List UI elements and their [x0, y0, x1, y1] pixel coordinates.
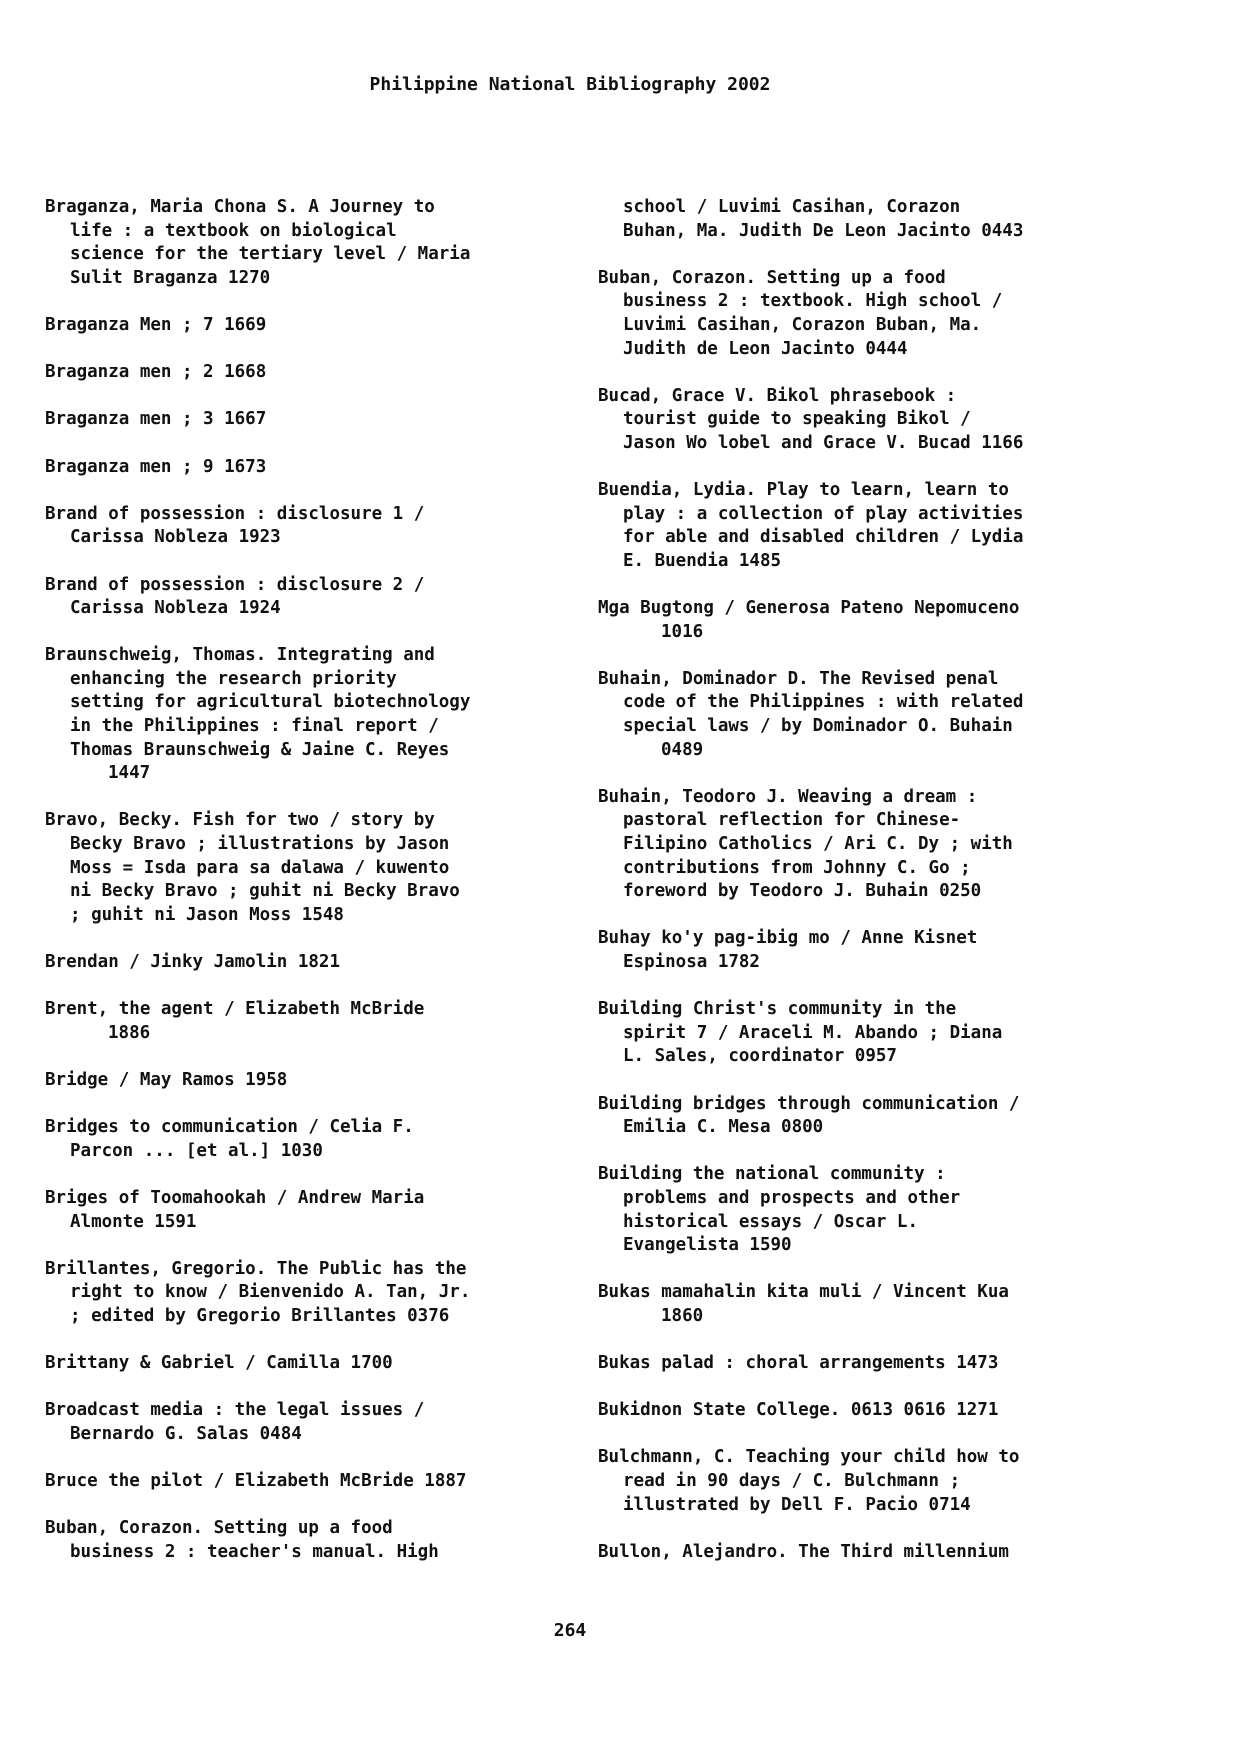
entry-line: 1860	[661, 1305, 704, 1326]
bibliography-entry	[598, 267, 1128, 361]
entry-line: Building Christ's community in the	[598, 999, 957, 1020]
entry-line: special laws / by Dominador O. Buhain	[623, 716, 1013, 737]
entry-line: tourist guide to speaking Bikol /	[623, 409, 971, 430]
bibliography-entry	[45, 314, 575, 338]
entry-line: play : a collection of play activities	[623, 503, 1024, 524]
entry-line: Moss = Isda para sa dalawa / kuwento	[70, 857, 450, 878]
bibliography-entry	[45, 574, 575, 621]
entry-line: Jason Wo lobel and Grace V. Bucad 1166	[623, 432, 1024, 453]
entry-line: 1886	[108, 1022, 151, 1043]
entry-line: Building the national community :	[598, 1164, 946, 1185]
entry-line: Braganza men ; 9 1673	[45, 456, 267, 477]
bibliography-entry	[598, 196, 1128, 243]
entry-line: Braganza, Maria Chona S. A Journey to	[45, 197, 435, 217]
entry-line: science for the tertiary level / Maria	[70, 244, 471, 265]
bibliography-entry	[45, 1187, 575, 1234]
bibliography-entry	[45, 998, 575, 1045]
entry-line: Brand of possession : disclosure 1 /	[45, 503, 425, 524]
entry-line: pastoral reflection for Chinese-	[623, 810, 961, 831]
entry-line: right to know / Bienvenido A. Tan, Jr.	[70, 1282, 471, 1303]
bibliography-entry	[45, 1399, 575, 1446]
bibliography-entry	[45, 809, 575, 927]
bibliography-entry	[598, 668, 1128, 762]
bibliography-entry	[598, 1541, 1128, 1565]
entry-line: ; guhit ni Jason Moss 1548	[70, 904, 344, 925]
entry-line: Bukas mamahalin kita muli / Vincent Kua	[598, 1282, 1009, 1303]
entry-line: Sulit Braganza 1270	[70, 267, 271, 288]
entry-line: ni Becky Bravo ; guhit ni Becky Bravo	[70, 881, 460, 902]
bibliography-entry	[598, 479, 1128, 573]
right-column	[598, 196, 1128, 1588]
entry-line: Espinosa 1782	[623, 952, 760, 972]
entry-line: Mga Bugtong / Generosa Pateno Nepomuceno	[598, 598, 1020, 619]
entry-line: Parcon ... [et al.] 1030	[70, 1140, 323, 1161]
bibliography-entry	[45, 1517, 575, 1564]
bibliography-entry	[45, 456, 575, 480]
entry-line: Brillantes, Gregorio. The Public has the	[45, 1258, 467, 1279]
entry-line: Almonte 1591	[70, 1211, 197, 1232]
entry-line: business 2 : teacher's manual. High	[70, 1541, 439, 1562]
entry-line: Buhain, Teodoro J. Weaving a dream :	[598, 786, 978, 807]
entry-line: problems and prospects and other	[623, 1187, 961, 1208]
entry-line: school / Luvimi Casihan, Corazon	[623, 197, 961, 217]
entry-line: Filipino Catholics / Ari C. Dy ; with	[623, 834, 1013, 855]
entry-line: Braganza Men ; 7 1669	[45, 314, 267, 335]
entry-line: Evangelista 1590	[623, 1235, 792, 1256]
entry-line: contributions from Johnny C. Go ;	[623, 857, 971, 878]
entry-line: Braganza men ; 3 1667	[45, 409, 267, 430]
entry-line: historical essays / Oscar L.	[623, 1211, 919, 1232]
bibliography-entry	[598, 1399, 1128, 1423]
left-column	[45, 196, 575, 1588]
entry-line: Braunschweig, Thomas. Integrating and	[45, 645, 435, 666]
bibliography-entry	[45, 1258, 575, 1329]
entry-line: Bravo, Becky. Fish for two / story by	[45, 810, 435, 831]
entry-line: Bernardo G. Salas 0484	[70, 1423, 302, 1444]
entry-line: Bullon, Alejandro. The Third millennium	[598, 1541, 1009, 1562]
entry-line: illustrated by Dell F. Pacio 0714	[623, 1494, 971, 1515]
entry-line: Buban, Corazon. Setting up a food	[45, 1518, 393, 1539]
entry-line: Thomas Braunschweig & Jaine C. Reyes	[70, 739, 450, 760]
entry-line: ; edited by Gregorio Brillantes 0376	[70, 1305, 450, 1326]
entry-line: Buendia, Lydia. Play to learn, learn to	[598, 480, 1009, 501]
entry-line: Braganza men ; 2 1668	[45, 362, 267, 383]
entry-line: 0489	[661, 739, 704, 760]
entry-line: 1016	[661, 621, 704, 642]
bibliography-entry	[598, 1352, 1128, 1376]
entry-line: Brand of possession : disclosure 2 /	[45, 574, 425, 595]
entry-line: Buhay ko'y pag-ibig mo / Anne Kisnet	[598, 928, 978, 949]
entry-line: Luvimi Casihan, Corazon Buban, Ma.	[623, 314, 982, 335]
entry-line: Judith de Leon Jacinto 0444	[623, 338, 908, 359]
entry-line: Bruce the pilot / Elizabeth McBride 1887	[45, 1471, 467, 1492]
entry-line: Bukidnon State College. 0613 0616 1271	[598, 1400, 999, 1421]
entry-line: Bucad, Grace V. Bikol phrasebook :	[598, 385, 957, 406]
page-header: Philippine National Bibliography 2002	[369, 74, 771, 95]
bibliography-entry	[598, 1093, 1128, 1140]
entry-line: spirit 7 / Araceli M. Abando ; Diana	[623, 1022, 1003, 1043]
bibliography-entry	[45, 408, 575, 432]
entry-line: business 2 : textbook. High school /	[623, 291, 1003, 312]
bibliography-entry	[598, 786, 1128, 904]
entry-line: Becky Bravo ; illustrations by Jason	[70, 834, 450, 855]
bibliography-entry	[45, 503, 575, 550]
entry-line: Brendan / Jinky Jamolin 1821	[45, 952, 341, 972]
bibliography-entry	[45, 196, 575, 290]
entry-line: Brittany & Gabriel / Camilla 1700	[45, 1353, 393, 1374]
entry-line: Building bridges through communication /	[598, 1093, 1020, 1114]
entry-line: foreword by Teodoro J. Buhain 0250	[623, 881, 982, 902]
entry-line: code of the Philippines : with related	[623, 692, 1024, 713]
entry-line: Bulchmann, C. Teaching your child how to	[598, 1447, 1020, 1468]
entry-line: life : a textbook on biological	[70, 220, 397, 241]
bibliography-entry	[598, 1281, 1128, 1328]
bibliography-entry	[598, 385, 1128, 456]
bibliography-entry	[45, 361, 575, 385]
entry-line: Buban, Corazon. Setting up a food	[598, 267, 946, 288]
entry-line: Bridge / May Ramos 1958	[45, 1069, 288, 1090]
bibliography-entry	[45, 1352, 575, 1376]
bibliography-entry	[598, 998, 1128, 1069]
entry-line: Broadcast media : the legal issues /	[45, 1400, 425, 1421]
bibliography-entry	[45, 1069, 575, 1093]
bibliography-entry	[45, 1116, 575, 1163]
bibliography-entry	[45, 951, 575, 975]
entry-line: in the Philippines : final report /	[70, 716, 439, 737]
entry-line: setting for agricultural biotechnology	[70, 692, 471, 713]
entry-line: Briges of Toomahookah / Andrew Maria	[45, 1187, 425, 1208]
entry-line: for able and disabled children / Lydia	[623, 527, 1024, 548]
bibliography-entry	[598, 927, 1128, 974]
entry-line: Emilia C. Mesa 0800	[623, 1117, 824, 1138]
entry-line: Carissa Nobleza 1923	[70, 527, 281, 548]
entry-line: L. Sales, coordinator 0957	[623, 1046, 897, 1067]
entry-line: Carissa Nobleza 1924	[70, 598, 281, 619]
entry-line: E. Buendia 1485	[623, 550, 782, 571]
bibliography-entry	[45, 644, 575, 786]
entry-line: 1447	[108, 763, 151, 784]
entry-line: enhancing the research priority	[70, 668, 397, 689]
entry-line: Buhain, Dominador D. The Revised penal	[598, 668, 999, 689]
bibliography-entry	[598, 1446, 1128, 1517]
entry-line: Brent, the agent / Elizabeth McBride	[45, 999, 425, 1020]
bibliography-entry	[598, 597, 1128, 644]
entry-line: read in 90 days / C. Bulchmann ;	[623, 1471, 961, 1492]
entry-line: Bukas palad : choral arrangements 1473	[598, 1353, 999, 1374]
bibliography-entry	[45, 1470, 575, 1494]
entry-line: Bridges to communication / Celia F.	[45, 1117, 414, 1138]
page-number: 264	[553, 1620, 587, 1641]
entry-line: Buhan, Ma. Judith De Leon Jacinto 0443	[623, 220, 1024, 241]
bibliography-entry	[598, 1163, 1128, 1257]
